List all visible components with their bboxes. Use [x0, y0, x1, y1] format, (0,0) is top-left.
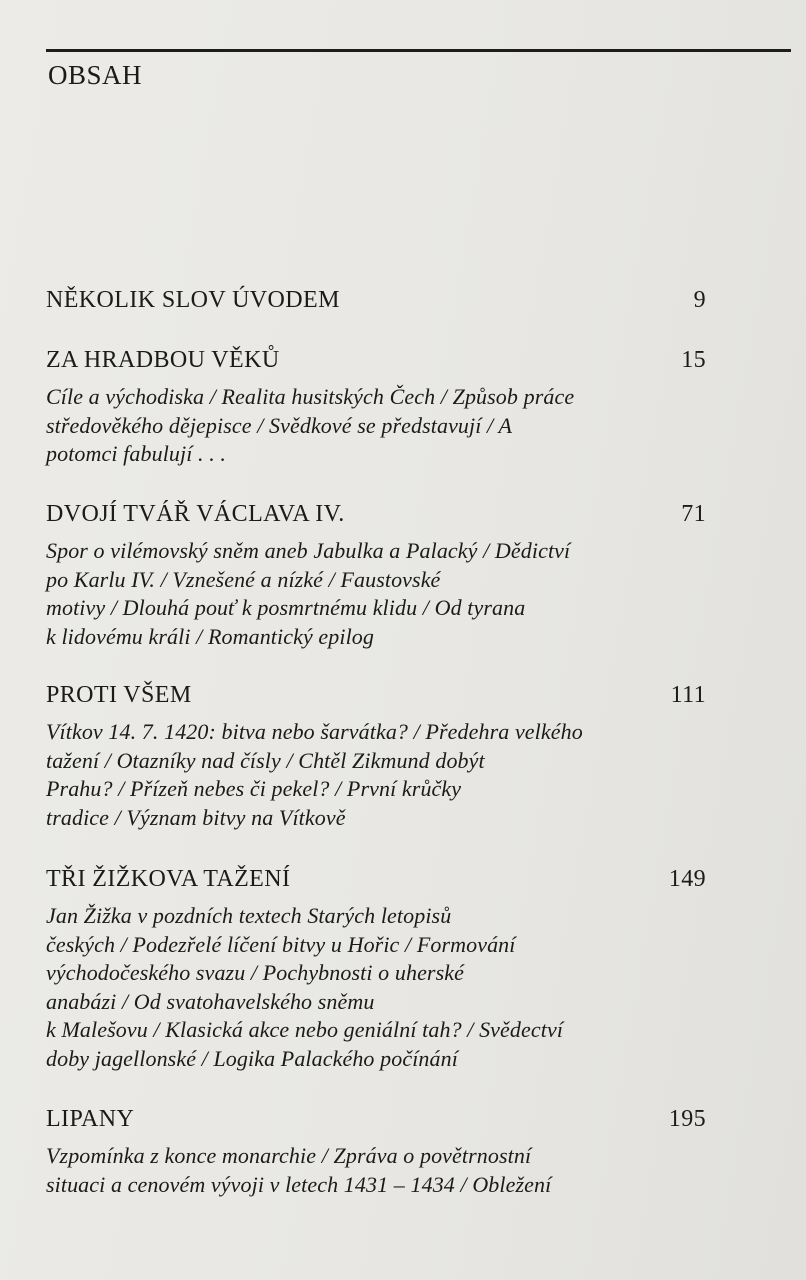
description-line: Vzpomínka z konce monarchie / Zpráva o povětrnostní [46, 1143, 532, 1168]
chapter-description [46, 537, 711, 651]
entry-heading [46, 347, 706, 381]
page-number: 195 [668, 1106, 706, 1132]
description-line: Prahu? / Přízeň nebes či pekel? / První krůčky [46, 776, 462, 801]
entry-heading [46, 866, 706, 900]
toc-entry-3 [46, 501, 706, 651]
toc-entry-1 [46, 287, 706, 321]
chapter-description [46, 718, 711, 832]
entry-heading [46, 501, 706, 535]
description-line: středověkého dějepisce / Svědkové se představují / A [46, 412, 513, 438]
chapter-title: PROTI VŠEM [46, 682, 192, 708]
entry-heading [46, 682, 706, 716]
description-line: situaci a cenovém vývoji v letech 1431 – 1434 / Obležení [46, 1171, 552, 1197]
chapter-title: ZA HRADBOU VĚKŮ [46, 347, 280, 373]
toc-entry-6 [46, 1106, 706, 1199]
description-line: potomci fabulují . . . [46, 441, 227, 466]
page-number: 149 [668, 866, 706, 892]
description-line: tažení / Otazníky nad čísly / Chtěl Zikmund dobýt [46, 747, 485, 773]
contents-heading: OBSAH [48, 60, 143, 90]
description-line: k lidovému králi / Romantický epilog [46, 623, 375, 649]
chapter-description [46, 902, 711, 1073]
description-line: Cíle a východiska / Realita husitských Čech / Způsob práce [46, 384, 575, 409]
page-number: 71 [681, 501, 706, 527]
description-line: tradice / Význam bitvy na Vítkově [46, 804, 346, 830]
chapter-title: TŘI ŽIŽKOVA TAŽENÍ [46, 866, 291, 892]
toc-entry-5 [46, 866, 706, 1073]
chapter-title: LIPANY [46, 1106, 135, 1132]
page-number: 15 [681, 347, 706, 373]
description-line: českých / Podezřelé líčení bitvy u Hořic / Formování [46, 931, 516, 957]
chapter-title: NĚKOLIK SLOV ÚVODEM [46, 287, 340, 313]
description-line: anabázi / Od svatohavelského sněmu [46, 988, 375, 1014]
description-line: po Karlu IV. / Vznešené a nízké / Faustovské [46, 566, 441, 592]
description-line: Jan Žižka v pozdních textech Starých letopisů [46, 903, 452, 928]
description-line: motivy / Dlouhá pouť k posmrtnému klidu / Od tyrana [46, 595, 526, 620]
toc-entry-2 [46, 347, 706, 469]
page-number: 111 [670, 682, 706, 708]
description-line: Vítkov 14. 7. 1420: bitva nebo šarvátka? / Předehra velkého [46, 719, 583, 744]
description-line: východočeského svazu / Pochybnosti o uherské [46, 960, 464, 985]
toc-entry-4 [46, 682, 706, 832]
entry-heading [46, 1106, 706, 1140]
chapter-description [46, 383, 711, 469]
description-line: Spor o vilémovský sněm aneb Jabulka a Palacký / Dědictví [46, 538, 571, 563]
top-rule [46, 49, 791, 52]
description-line: doby jagellonské / Logika Palackého počínání [46, 1045, 458, 1071]
entry-heading [46, 287, 706, 321]
chapter-description [46, 1142, 711, 1199]
description-line: k Malešovu / Klasická akce nebo geniální tah? / Svědectví [46, 1017, 564, 1042]
chapter-title: DVOJÍ TVÁŘ VÁCLAVA IV. [46, 501, 345, 527]
page-number: 9 [693, 287, 706, 313]
